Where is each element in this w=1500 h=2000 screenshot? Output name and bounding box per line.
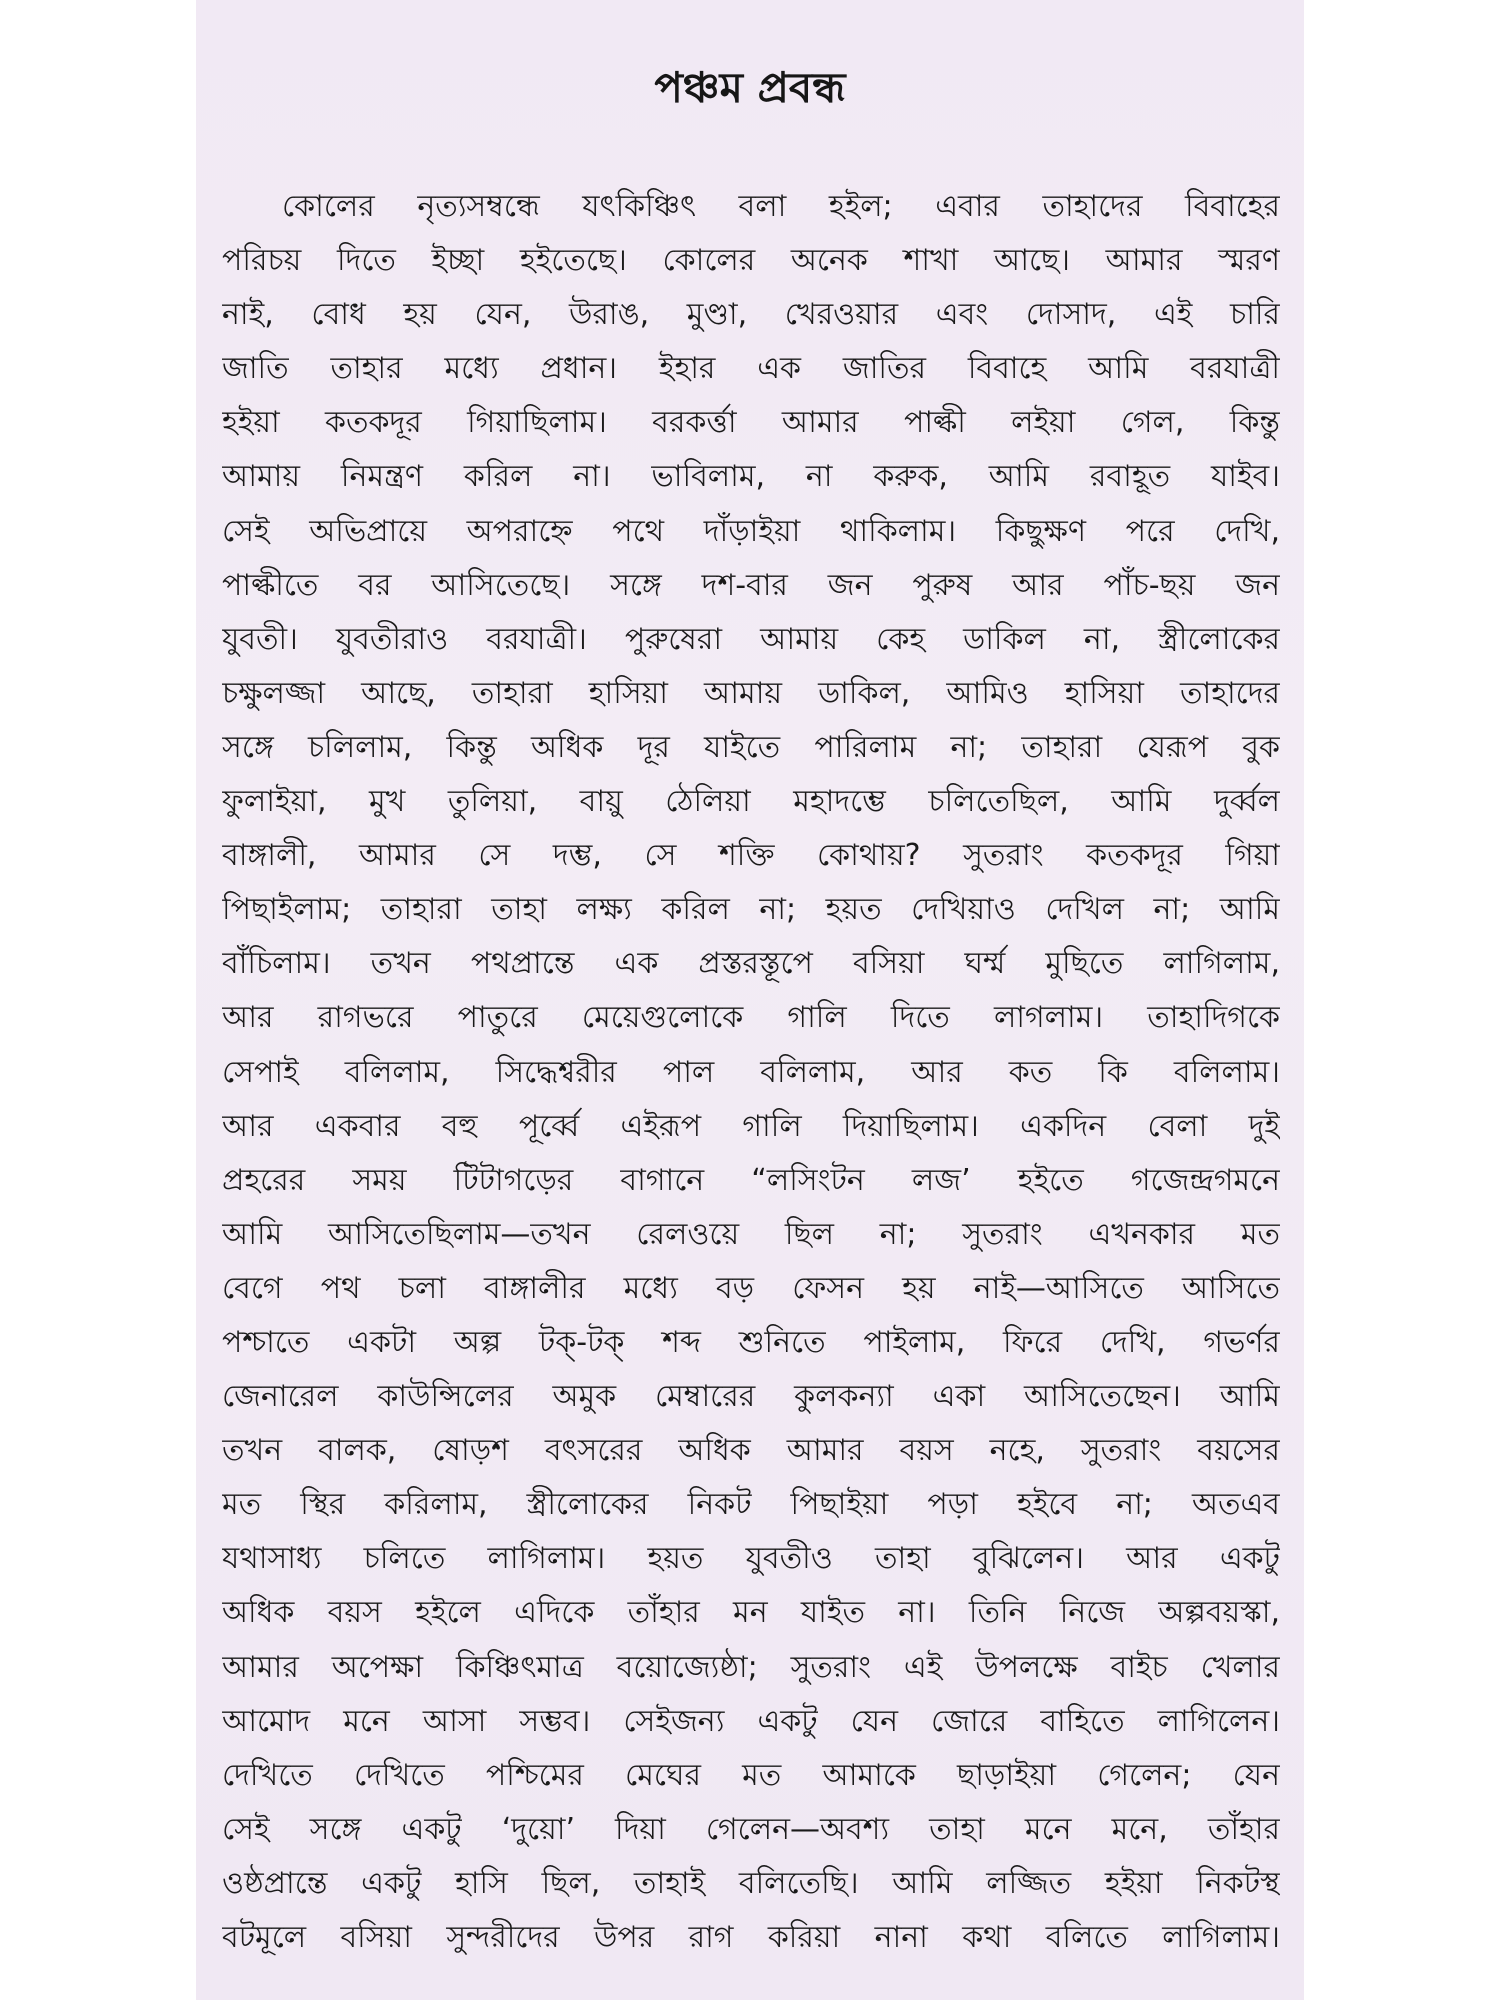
text-line: হইয়া কতকদূর গিয়াছিলাম। বরকর্ত্তা আমার পাল্কী লইয়া গেল, কিন্তু bbox=[222, 405, 1280, 441]
text-line: পশ্চাতে একটা অল্প টক্-টক্ শব্দ শুনিতে পাইলাম, ফিরে দেখি, গভর্ণর bbox=[222, 1324, 1280, 1360]
text-line: আর একবার বহু পূর্ব্বে এইরূপ গালি দিয়াছিলাম। একদিন বেলা দুই bbox=[222, 1108, 1280, 1144]
text-line: সেই অভিপ্রায়ে অপরাহ্নে পথে দাঁড়াইয়া থাকিলাম। কিছুক্ষণ পরে দেখি, bbox=[222, 513, 1280, 549]
text-line: সঙ্গে চলিলাম, কিন্তু অধিক দূর যাইতে পারিলাম না; তাহারা যেরূপ বুক bbox=[222, 729, 1280, 765]
text-line: ওষ্ঠপ্রান্তে একটু হাসি ছিল, তাহাই বলিতেছি। আমি লজ্জিত হইয়া নিকটস্থ bbox=[222, 1865, 1280, 1901]
page-title: পঞ্চম প্রবন্ধ bbox=[654, 63, 846, 112]
text-line: কোলের নৃত্যসম্বন্ধে যৎকিঞ্চিৎ বলা হইল; এবার তাহাদের বিবাহের bbox=[282, 189, 1280, 224]
text-line: নাই, বোধ হয় যেন, উরাঙ, মুণ্ডা, খেরওয়ার এবং দোসাদ, এই চারি bbox=[222, 297, 1280, 333]
text-line: আমায় নিমন্ত্রণ করিল না। ভাবিলাম, না করুক, আমি রবাহূত যাইব। bbox=[222, 459, 1280, 495]
text-line: মত স্থির করিলাম, স্ত্রীলোকের নিকট পিছাইয়া পড়া হইবে না; অতএব bbox=[222, 1487, 1280, 1523]
text-line: যুবতী। যুবতীরাও বরযাত্রী। পুরুষেরা আমায় কেহ ডাকিল না, স্ত্রীলোকের bbox=[222, 621, 1280, 657]
text-line: বটমূলে বসিয়া সুন্দরীদের উপর রাগ করিয়া নানা কথা বলিতে লাগিলাম। bbox=[222, 1920, 1280, 1955]
text-line: যথাসাধ্য চলিতে লাগিলাম। হয়ত যুবতীও তাহা বুঝিলেন। আর একটু bbox=[222, 1541, 1280, 1577]
text-line: বাঙ্গালী, আমার সে দম্ভ, সে শক্তি কোথায়? সুতরাং কতকদূর গিয়া bbox=[222, 838, 1280, 874]
text-line: প্রহরের সময় টিটাগড়ের বাগানে “লসিংটন লজ’ হইতে গজেন্দ্রগমনে bbox=[222, 1162, 1280, 1198]
text-line: পরিচয় দিতে ইচ্ছা হইতেছে। কোলের অনেক শাখা আছে। আমার স্মরণ bbox=[222, 243, 1280, 279]
text-line: জাতি তাহার মধ্যে প্রধান। ইহার এক জাতির বিবাহে আমি বরযাত্রী bbox=[222, 351, 1280, 387]
text-line: দেখিতে দেখিতে পশ্চিমের মেঘের মত আমাকে ছাড়াইয়া গেলেন; যেন bbox=[222, 1757, 1280, 1793]
text-line: সেপাই বলিলাম, সিদ্ধেশ্বরীর পাল বলিলাম, আর কত কি বলিলাম। bbox=[222, 1054, 1280, 1090]
text-line: ফুলাইয়া, মুখ তুলিয়া, বায়ু ঠেলিয়া মহাদম্ভে চলিতেছিল, আমি দুর্ব্বল bbox=[222, 784, 1280, 820]
text-line: চক্ষুলজ্জা আছে, তাহারা হাসিয়া আমায় ডাকিল, আমিও হাসিয়া তাহাদের bbox=[222, 675, 1280, 711]
text-line: অধিক বয়স হইলে এদিকে তাঁহার মন যাইত না। তিনি নিজে অল্পবয়স্কা, bbox=[222, 1595, 1280, 1631]
text-line: তখন বালক, ষোড়শ বৎসরের অধিক আমার বয়স নহে, সুতরাং বয়সের bbox=[222, 1433, 1280, 1469]
text-line: আমি আসিতেছিলাম—তখন রেলওয়ে ছিল না; সুতরাং এখনকার মত bbox=[222, 1216, 1280, 1252]
text-line: বেগে পথ চলা বাঙ্গালীর মধ্যে বড় ফেসন হয় নাই—আসিতে আসিতে bbox=[222, 1270, 1280, 1306]
book-page bbox=[196, 0, 1304, 2000]
text-line: আর রাগভরে পাতুরে মেয়েগুলোকে গালি দিতে লাগলাম। তাহাদিগকে bbox=[222, 1000, 1280, 1036]
text-line: পাল্কীতে বর আসিতেছে। সঙ্গে দশ-বার জন পুরুষ আর পাঁচ-ছয় জন bbox=[222, 567, 1280, 603]
text-line: বাঁচিলাম। তখন পথপ্রান্তে এক প্রস্তরস্তূপে বসিয়া ঘর্ম্ম মুছিতে লাগিলাম, bbox=[222, 946, 1280, 982]
text-line: জেনারেল কাউন্সিলের অমুক মেম্বারের কুলকন্যা একা আসিতেছেন। আমি bbox=[222, 1379, 1280, 1415]
text-line: আমোদ মনে আসা সম্ভব। সেইজন্য একটু যেন জোরে বাহিতে লাগিলেন। bbox=[222, 1703, 1280, 1739]
text-line: পিছাইলাম; তাহারা তাহা লক্ষ্য করিল না; হয়ত দেখিয়াও দেখিল না; আমি bbox=[222, 892, 1280, 928]
text-line: আমার অপেক্ষা কিঞ্চিৎমাত্র বয়োজ্যেষ্ঠা; সুতরাং এই উপলক্ষে বাইচ খেলার bbox=[222, 1649, 1280, 1685]
text-line: সেই সঙ্গে একটু ‘দুয়ো’ দিয়া গেলেন—অবশ্য তাহা মনে মনে, তাঁহার bbox=[222, 1811, 1280, 1847]
body-paragraph bbox=[222, 180, 1280, 1965]
